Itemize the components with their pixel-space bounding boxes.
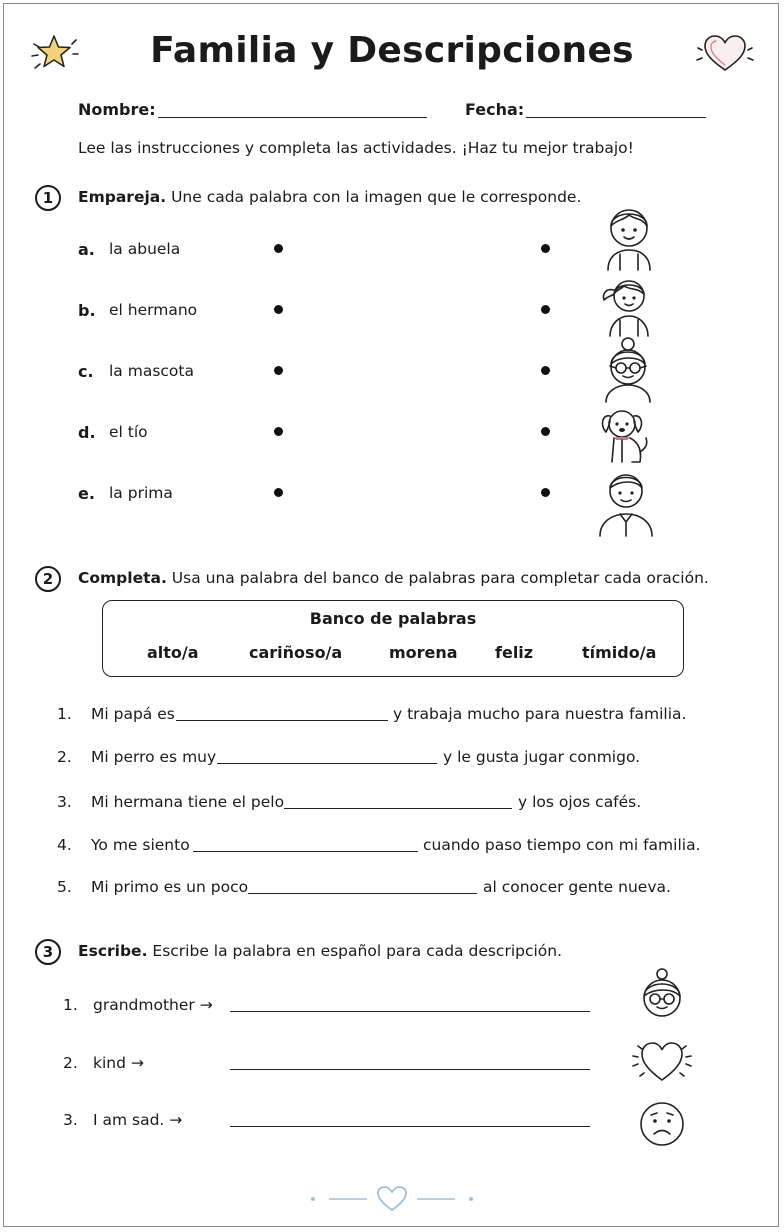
sentence-start: Mi papá es — [91, 705, 175, 723]
sentence-end: cuando paso tiempo con mi familia. — [423, 836, 701, 854]
match-dot-left[interactable] — [274, 305, 283, 314]
match-dot-right[interactable] — [541, 427, 550, 436]
dog-icon — [596, 404, 654, 466]
section-number: 1 — [35, 185, 61, 211]
english-prompt: grandmother → — [93, 996, 213, 1014]
section-instruction — [78, 188, 581, 206]
sentence-start: Yo me siento — [91, 836, 190, 854]
match-dot-left[interactable] — [274, 427, 283, 436]
match-word: la abuela — [109, 240, 181, 258]
match-word: el tío — [109, 423, 148, 441]
match-dot-right[interactable] — [541, 305, 550, 314]
instructions: Lee las instrucciones y completa las actividades. ¡Haz tu mejor trabajo! — [78, 139, 634, 157]
answer-line[interactable] — [230, 1069, 590, 1070]
sentence-number: 4. — [57, 836, 72, 854]
answer-blank[interactable] — [193, 851, 418, 852]
grandmother-icon — [632, 966, 692, 1026]
sentence-number: 2. — [57, 748, 72, 766]
match-word: el hermano — [109, 301, 198, 319]
match-word: la prima — [109, 484, 173, 502]
section-heading: Completa. — [78, 569, 167, 587]
section-instruction — [78, 569, 709, 587]
section-number: 2 — [35, 566, 61, 592]
sentence-start: Mi primo es un poco — [91, 878, 249, 896]
grandmother-icon — [596, 334, 660, 404]
sentence-end: al conocer gente nueva. — [483, 878, 671, 896]
date-label: Fecha: — [465, 100, 525, 119]
bank-word: cariñoso/a — [249, 643, 343, 662]
sad-face-icon — [637, 1099, 689, 1149]
match-dot-right[interactable] — [541, 488, 550, 497]
sentence-number: 3. — [57, 793, 72, 811]
bank-word: alto/a — [147, 643, 199, 662]
match-dot-right[interactable] — [541, 366, 550, 375]
item-letter: d. — [78, 423, 96, 442]
sentence-number: 5. — [57, 878, 72, 896]
page-title: Familia y Descripciones — [150, 30, 634, 71]
section-heading: Escribe. — [78, 942, 148, 960]
section-text: Une cada palabra con la imagen que le corresponde. — [171, 188, 582, 206]
item-number: 2. — [63, 1054, 78, 1072]
answer-blank[interactable] — [284, 808, 512, 809]
section-text: Usa una palabra del banco de palabras para completar cada oración. — [171, 569, 709, 587]
match-dot-right[interactable] — [541, 244, 550, 253]
match-dot-left[interactable] — [274, 244, 283, 253]
bank-word: feliz — [495, 643, 534, 662]
match-dot-left[interactable] — [274, 366, 283, 375]
bank-word: morena — [389, 643, 458, 662]
answer-line[interactable] — [230, 1011, 590, 1012]
item-number: 3. — [63, 1111, 78, 1129]
item-number: 1. — [63, 996, 78, 1014]
sentence-end: y le gusta jugar conmigo. — [443, 748, 641, 766]
answer-blank[interactable] — [217, 763, 437, 764]
answer-blank[interactable] — [248, 893, 477, 894]
answer-blank[interactable] — [176, 720, 388, 721]
section-instruction — [78, 942, 562, 960]
english-prompt: kind → — [93, 1054, 144, 1072]
sentence-start: Mi perro es muy — [91, 748, 217, 766]
name-field[interactable] — [158, 117, 427, 118]
sentence-number: 1. — [57, 705, 72, 723]
man-icon — [596, 466, 656, 538]
date-field[interactable] — [526, 117, 706, 118]
footer-ornament — [307, 1184, 477, 1214]
name-label: Nombre: — [78, 100, 156, 119]
match-word: la mascota — [109, 362, 194, 380]
item-letter: b. — [78, 301, 96, 320]
english-prompt: I am sad. → — [93, 1111, 183, 1129]
heart-icon — [630, 1038, 694, 1086]
sentence-end: y trabaja mucho para nuestra familia. — [393, 705, 687, 723]
answer-line[interactable] — [230, 1126, 590, 1127]
section-number: 3 — [35, 939, 61, 965]
section-text: Escribe la palabra en español para cada descripción. — [152, 942, 563, 960]
item-letter: a. — [78, 240, 95, 259]
girl-icon — [598, 272, 660, 338]
section-heading: Empareja. — [78, 188, 167, 206]
item-letter: c. — [78, 362, 94, 381]
boy-icon — [598, 198, 660, 272]
sentence-end: y los ojos cafés. — [518, 793, 642, 811]
sentence-start: Mi hermana tiene el pelo — [91, 793, 285, 811]
match-dot-left[interactable] — [274, 488, 283, 497]
word-bank-title: Banco de palabras — [309, 609, 477, 628]
bank-word: tímido/a — [582, 643, 657, 662]
item-letter: e. — [78, 484, 95, 503]
